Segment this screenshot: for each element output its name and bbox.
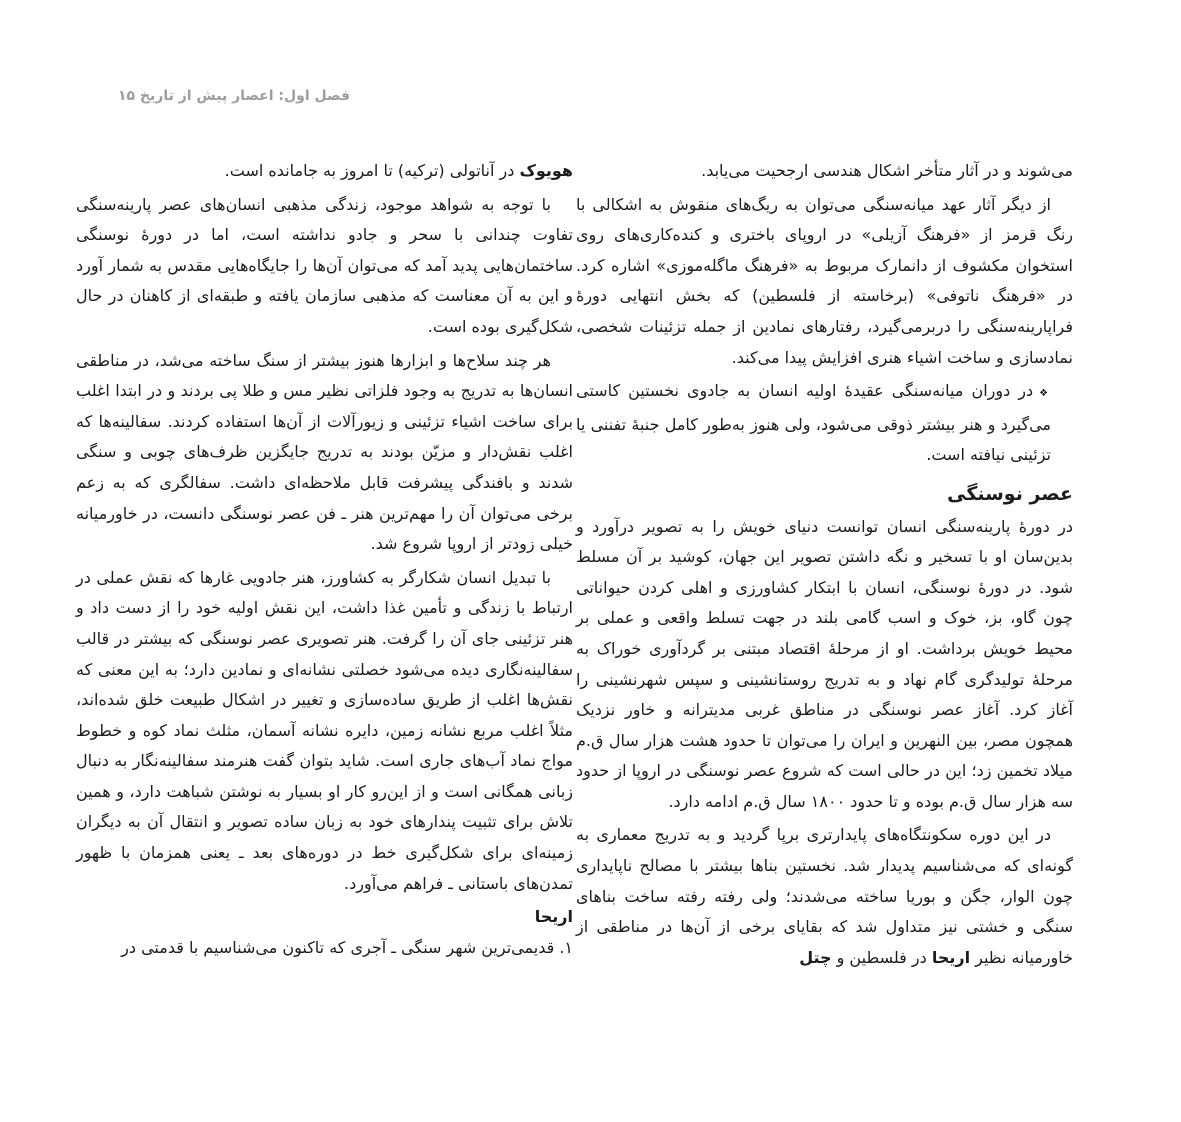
bold-term: هویوک <box>519 161 573 180</box>
paragraph: با توجه به شواهد موجود، زندگی مذهبی انسان‌های عصر پارینه‌سنگی تفاوت چندانی با سحر و جادو نداشته است، اما در دورهٔ نوسنگی ساختمان‌هایی پدید آمد که می‌توان آن‌ها را جایگاه‌هایی مقدس به شمار آورد و این به آن معناست که مذهبی سازمان یافته و طبقه‌ای از کاهنان در حال شکل‌گیری بوده است. <box>76 194 573 336</box>
paragraph <box>76 156 573 187</box>
paragraph: از دیگر آثار عهد میانه‌سنگی می‌توان به ریگ‌های منقوش به اشکالی با رنگ قرمز از «فرهنگ آزیلی» در اروپای باختری و کنده‌کاری‌های روی استخوان مکشوف از دانمارک مربوط به «فرهنگ ماگله‌موزی» اشاره کرد. در «فرهنگ ناتوفی» (برخاسته از فلسطین) که بخش انتهایی دورهٔ فراپارینه‌سنگی را دربرمی‌گیرد، رفتارهای نمادین از جمله تزئینات شخصی، نمادسازی و ساخت اشیاء هنری افزایش پیدا می‌کند. <box>576 194 1073 367</box>
paragraph: می‌شوند و در آثار متأخر اشکال هندسی ارجحیت می‌یابد. <box>701 161 1073 180</box>
bold-term: چتل <box>799 947 832 967</box>
paragraph: هر چند سلاح‌ها و ابزارها هنوز بیشتر از سنگ ساخته می‌شد، در مناطقی انسان‌ها به تدریج به وجود فلزاتی نظیر مس و طلا پی بردند و در ابتدا اغلب برای ساخت اشیاء تزئینی و زیورآلات از آن‌ها استفاده کردند. سفالینه‌ها که اغلب نقش‌دار و مزیّن بودند به تدریج جایگزین ظرف‌های چوبی و سنگی شدند و بافندگی پیشرفت قابل ملاحظه‌ای داشت. سفالگری که به زعم برخی می‌توان آن را مهم‌ترین هنر ـ فن عصر نوسنگی دانست، در خاورمیانه خیلی زودتر از اروپا شروع شد. <box>76 350 573 554</box>
diamond-bullet-icon: ❖ <box>1039 388 1052 400</box>
chapter-title: فصل اول: اعصار پیش از تاریخ <box>139 88 350 104</box>
bullet-note <box>576 376 1073 471</box>
page-header <box>118 84 350 108</box>
section-heading: عصر نوسنگی <box>947 482 1073 505</box>
footnote: ۱. قدیمی‌ترین شهر سنگی ـ آجری که تاکنون می‌شناسیم با قدمتی در <box>121 937 573 957</box>
footnote-heading: اریحا <box>534 907 573 927</box>
paragraph: در دورهٔ پارینه‌سنگی انسان توانست دنیای خویش را به تصویر درآورد و بدین‌سان او با تسخیر و نگه داشتن تصویر این جهان، کوشید بر آن مسلط شود. در دورهٔ نوسنگی، انسان با ابتکار کشاورزی و اهلی کردن حیواناتی چون گاو، بز، خوک و اسب گامی بلند در جهت تسلط واقعی و عملی بر محیط خویش برداشت. او از مرحلهٔ اقتصاد مبتنی بر گردآوری خوراک به مرحلهٔ تولیدگری گام نهاد و به تدریج روستانشینی و سپس شهرنشینی را آغاز کرد. آغاز عصر نوسنگی در مناطق غربی مدیترانه و خاور نزدیک همچون مصر، بین النهرین و ایران را می‌توان تا حدود هشت هزار سال ق.م میلاد تخمین زد؛ این در حالی است که شروع عصر نوسنگی در اروپا از حدود سه هزار سال ق.م بوده و تا حدود ۱۸۰۰ سال ق.م ادامه دارد. <box>576 516 1073 811</box>
text-run: در فلسطین و <box>831 947 932 967</box>
text-run: در آناتولی (ترکیه) تا امروز به جامانده است. <box>224 161 520 180</box>
paragraph <box>576 820 1073 973</box>
bold-term: اریحا <box>931 947 971 967</box>
page-number: ۱۵ <box>118 88 136 104</box>
right-column <box>576 156 1073 976</box>
left-column <box>76 156 573 966</box>
paragraph: با تبدیل انسان شکارگر به کشاورز، هنر جادویی غارها که نقش عملی در ارتباط با زندگی و تأمین غذا داشت، این نقش اولیه خود را از دست داد و هنر تزئینی جای آن را گرفت. هنر تصویری عصر نوسنگی که بیشتر در قالب سفالینه‌نگاری دیده می‌شود خصلتی نشانه‌ای و نمادین دارد؛ به این معنی که نقش‌ها اغلب از طریق ساده‌سازی و تغییر در اشکال طبیعت خلق شده‌اند، مثلاً اغلب مربع نشانه زمین، دایره نشانه آسمان، مثلث نماد کوه و خطوط مواج نماد آب‌های جاری است. شاید بتوان گفت هنرمند سفالینه‌نگار به دنبال زبانی همگانی است و از این‌رو کار او بسیار به نوشتن شباهت دارد، و همین تلاش برای تثبیت پندارهای خود به زبان ساده تصویر و انتقال آن به دیگران زمینه‌ای برای شکل‌گیری خط در دوره‌های بعد ـ یعنی همزمان با ظهور تمدن‌های باستانی ـ فراهم می‌آورد. <box>76 567 573 893</box>
text-run: در این دوره سکونتگاه‌های پایدارتری برپا گردید و به تدریج معماری به گونه‌ای که می‌شناسیم پدیدار شد. نخستین بناها بیشتر با مصالح ناپایداری چون الوار، جگن و بوریا ساخته می‌شدند؛ ولی رفته رفته ساخت بناهای سنگی و خشتی نیز متداول شد که بقایای برخی از آن‌ها در مناطقی از خاورمیانه نظیر <box>576 825 1073 967</box>
bullet-text: در دوران میانه‌سنگی عقیدهٔ اولیه انسان به جادوی نخستین کاستی می‌گیرد و هنر بیشتر ذوقی می‌شود، ولی هنوز به‌طور کامل جنبهٔ تفننی یا تزئینی نیافته است. <box>576 381 1051 465</box>
